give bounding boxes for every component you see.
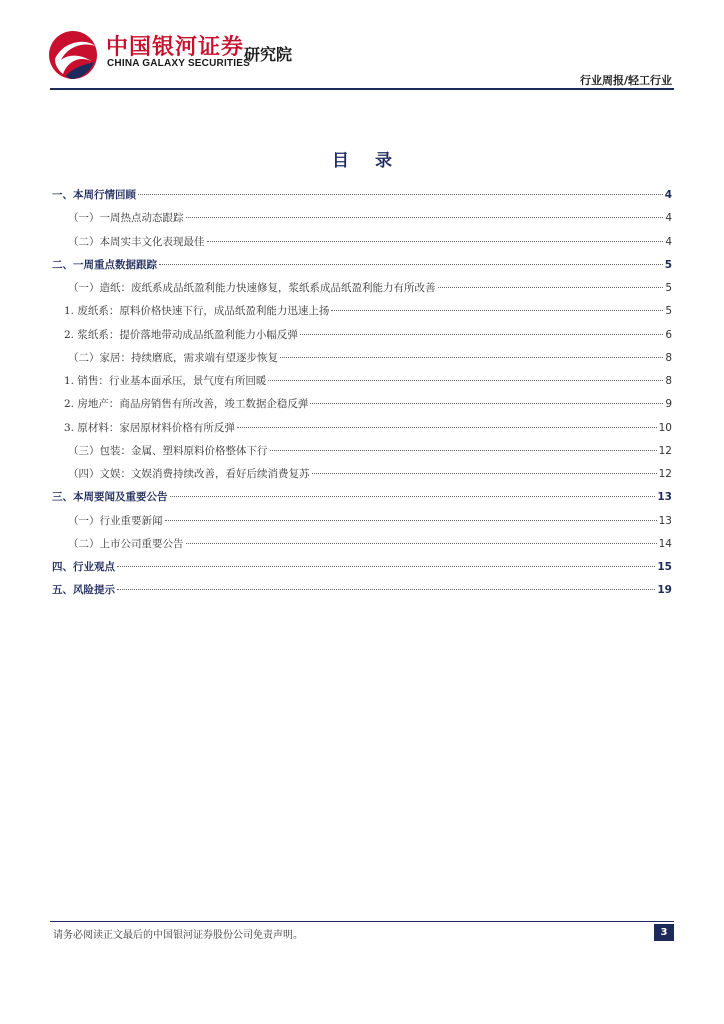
- toc-entry[interactable]: [52, 396, 672, 419]
- toc-page-number: 5: [665, 305, 672, 318]
- table-of-contents: [52, 187, 672, 606]
- toc-entry[interactable]: [52, 420, 672, 443]
- toc-dot-leader: [237, 427, 657, 428]
- toc-dot-leader: [300, 334, 663, 335]
- toc-dot-leader: [138, 194, 663, 195]
- toc-dot-leader: [186, 543, 657, 544]
- toc-entry[interactable]: [52, 303, 672, 326]
- toc-entry-text: （二）本周实丰文化表现最佳: [68, 235, 205, 248]
- toc-entry-text: 3. 原材料：家居原材料价格有所反弹: [64, 421, 235, 434]
- toc-page-number: 12: [658, 468, 672, 480]
- toc-page-number: 8: [665, 351, 672, 364]
- brand-name-en: CHINA GALAXY SECURITIES: [107, 58, 250, 69]
- footer-divider: [50, 921, 674, 922]
- toc-dot-leader: [117, 589, 655, 590]
- toc-entry[interactable]: [52, 559, 672, 582]
- toc-entry[interactable]: [52, 513, 672, 536]
- toc-dot-leader: [280, 357, 663, 358]
- toc-dot-leader: [165, 520, 657, 521]
- toc-entry[interactable]: [52, 466, 672, 489]
- header-divider: [50, 88, 674, 90]
- brand-name-cn: 中国银河证券: [106, 35, 245, 60]
- toc-page-number: 4: [665, 212, 672, 225]
- toc-dot-leader: [170, 496, 656, 497]
- toc-page-number: 12: [658, 444, 672, 457]
- toc-page-number: 9: [665, 398, 672, 411]
- toc-entry-text: 2. 浆纸系：提价落地带动成品纸盈利能力小幅反弹: [64, 328, 298, 341]
- toc-entry[interactable]: [52, 350, 672, 373]
- toc-dot-leader: [268, 380, 663, 381]
- toc-entry-text: 2. 房地产：商品房销售有所改善，竣工数据企稳反弹: [64, 398, 309, 411]
- toc-entry-text: 1. 废纸系：原料价格快速下行，成品纸盈利能力迅速上扬: [64, 305, 330, 318]
- toc-entry-text: （一）行业重要新闻: [68, 514, 163, 527]
- toc-title: 目 录: [332, 151, 402, 171]
- toc-page-number: 8: [665, 375, 672, 387]
- toc-entry-text: 四、行业观点: [52, 561, 115, 573]
- toc-entry[interactable]: [52, 536, 672, 559]
- toc-dot-leader: [310, 403, 663, 404]
- toc-entry[interactable]: [52, 234, 672, 257]
- toc-entry-text: 一、本周行情回顾: [52, 189, 136, 201]
- toc-entry[interactable]: [52, 327, 672, 350]
- toc-entry-text: 1. 销售：行业基本面承压，景气度有所回暖: [64, 375, 267, 387]
- toc-dot-leader: [207, 241, 664, 242]
- report-type-label: 行业周报/轻工行业: [579, 74, 672, 87]
- toc-page-number: 14: [658, 537, 672, 550]
- toc-dot-leader: [186, 217, 664, 218]
- toc-page-number: 6: [665, 328, 672, 341]
- toc-entry[interactable]: [52, 210, 672, 233]
- toc-entry-text: （二）上市公司重要公告: [68, 537, 184, 550]
- toc-entry[interactable]: [52, 187, 672, 210]
- toc-entry-text: （四）文娱：文娱消费持续改善，看好后续消费复苏: [68, 468, 310, 480]
- toc-page-number: 4: [665, 235, 672, 248]
- toc-entry[interactable]: [52, 373, 672, 396]
- toc-page-number: 5: [664, 258, 672, 271]
- toc-page-number: 10: [658, 421, 672, 434]
- toc-entry[interactable]: [52, 280, 672, 303]
- toc-dot-leader: [159, 264, 663, 265]
- page-number-badge: 3: [654, 924, 674, 941]
- toc-page-number: 13: [657, 491, 672, 504]
- toc-dot-leader: [331, 310, 663, 311]
- institute-label: 研究院: [244, 45, 293, 64]
- toc-entry-text: 五、风险提示: [52, 584, 115, 597]
- toc-entry[interactable]: [52, 257, 672, 280]
- footer-disclaimer: 请务必阅读正文最后的中国银河证券股份公司免责声明。: [53, 930, 303, 941]
- toc-entry-text: 二、一周重点数据跟踪: [52, 258, 157, 271]
- toc-page-number: 15: [657, 561, 672, 573]
- toc-entry-text: （一）造纸：废纸系成品纸盈利能力快速修复，浆纸系成品纸盈利能力有所改善: [68, 282, 436, 294]
- toc-page-number: 4: [664, 189, 672, 201]
- toc-entry[interactable]: [52, 489, 672, 512]
- toc-page-number: 13: [658, 514, 672, 527]
- toc-page-number: 5: [665, 282, 672, 294]
- galaxy-logo-icon: [46, 28, 100, 82]
- toc-entry[interactable]: [52, 443, 672, 466]
- toc-entry-text: 三、本周要闻及重要公告: [52, 491, 168, 504]
- toc-dot-leader: [270, 450, 657, 451]
- toc-entry-text: （三）包装：金属、塑料原料价格整体下行: [68, 444, 268, 457]
- toc-page-number: 19: [657, 584, 672, 597]
- toc-dot-leader: [312, 473, 657, 474]
- toc-dot-leader: [117, 566, 655, 567]
- toc-entry-text: （一）一周热点动态跟踪: [68, 212, 184, 225]
- toc-entry[interactable]: [52, 582, 672, 605]
- toc-entry-text: （二）家居：持续磨底，需求端有望逐步恢复: [68, 351, 278, 364]
- toc-dot-leader: [438, 287, 664, 288]
